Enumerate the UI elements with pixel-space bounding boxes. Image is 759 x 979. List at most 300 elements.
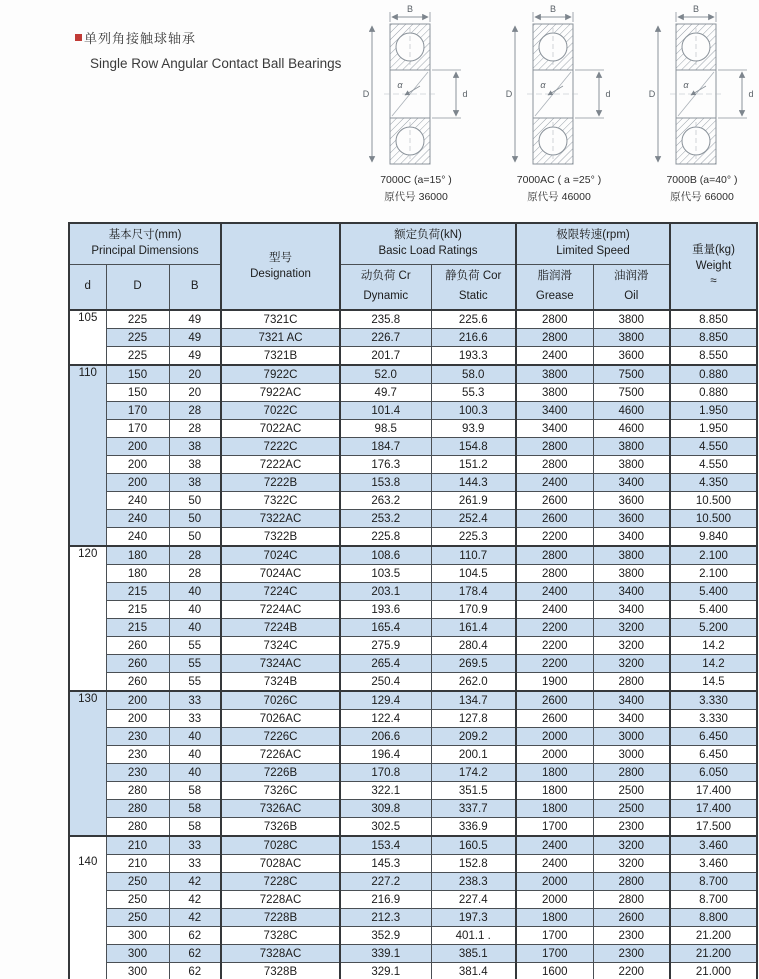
dimension-D-cell: 240 bbox=[106, 492, 169, 510]
dynamic-load-cell: 129.4 bbox=[340, 691, 431, 710]
bearing-diagrams bbox=[362, 4, 756, 204]
dimension-B-cell: 62 bbox=[169, 945, 221, 963]
table-row bbox=[69, 347, 757, 366]
grease-speed-cell: 2200 bbox=[516, 655, 593, 673]
grease-speed-cell: 3800 bbox=[516, 384, 593, 402]
designation-cell: 7328B bbox=[221, 963, 340, 979]
oil-speed-cell: 3800 bbox=[593, 329, 670, 347]
header-designation bbox=[221, 223, 340, 310]
dimension-B-cell: 62 bbox=[169, 963, 221, 979]
static-load-cell: 134.7 bbox=[431, 691, 516, 710]
dynamic-load-cell: 216.9 bbox=[340, 891, 431, 909]
dimension-B-cell: 33 bbox=[169, 855, 221, 873]
header-grease-en: Grease bbox=[535, 290, 574, 303]
diagram-caption: 7000B (a=40° ) bbox=[666, 174, 738, 186]
dimension-B-cell: 50 bbox=[169, 492, 221, 510]
angle-label-alpha: α bbox=[683, 80, 689, 90]
grease-speed-cell: 1800 bbox=[516, 764, 593, 782]
table-row bbox=[69, 710, 757, 728]
dimension-label-D: D bbox=[362, 89, 370, 99]
dimension-D-cell: 250 bbox=[106, 873, 169, 891]
header-dynamic-zh: 动负荷 Cr bbox=[360, 270, 411, 282]
designation-cell: 7028AC bbox=[221, 855, 340, 873]
static-load-cell: 238.3 bbox=[431, 873, 516, 891]
dimension-B-cell: 58 bbox=[169, 782, 221, 800]
grease-speed-cell: 2800 bbox=[516, 565, 593, 583]
title-block bbox=[75, 28, 341, 71]
weight-cell: 17.500 bbox=[670, 818, 757, 837]
bearing-diagram bbox=[362, 4, 470, 204]
designation-cell: 7024C bbox=[221, 546, 340, 565]
weight-cell: 0.880 bbox=[670, 384, 757, 402]
oil-speed-cell: 3200 bbox=[593, 836, 670, 855]
table-row bbox=[69, 565, 757, 583]
weight-cell: 0.880 bbox=[670, 365, 757, 384]
static-load-cell: 351.5 bbox=[431, 782, 516, 800]
dimension-B-cell: 50 bbox=[169, 510, 221, 528]
static-load-cell: 262.0 bbox=[431, 673, 516, 692]
oil-speed-cell: 2800 bbox=[593, 673, 670, 692]
static-load-cell: 127.8 bbox=[431, 710, 516, 728]
weight-cell: 6.450 bbox=[670, 746, 757, 764]
dynamic-load-cell: 49.7 bbox=[340, 384, 431, 402]
weight-cell: 4.350 bbox=[670, 474, 757, 492]
grease-speed-cell: 2400 bbox=[516, 855, 593, 873]
dynamic-load-cell: 339.1 bbox=[340, 945, 431, 963]
weight-cell: 14.2 bbox=[670, 655, 757, 673]
dimension-B-cell: 33 bbox=[169, 710, 221, 728]
dimension-B-cell: 38 bbox=[169, 438, 221, 456]
table-wrap bbox=[68, 222, 758, 979]
static-load-cell: 154.8 bbox=[431, 438, 516, 456]
static-load-cell: 144.3 bbox=[431, 474, 516, 492]
dimension-D-cell: 150 bbox=[106, 384, 169, 402]
dimension-B-cell: 42 bbox=[169, 909, 221, 927]
dynamic-load-cell: 193.6 bbox=[340, 601, 431, 619]
weight-cell: 14.2 bbox=[670, 637, 757, 655]
designation-cell: 7922C bbox=[221, 365, 340, 384]
diagram-caption: 7000C (a=15° ) bbox=[380, 174, 452, 186]
diagram-original-code: 原代号 46000 bbox=[527, 191, 591, 203]
dimension-D-cell: 250 bbox=[106, 909, 169, 927]
static-load-cell: 280.4 bbox=[431, 637, 516, 655]
dynamic-load-cell: 275.9 bbox=[340, 637, 431, 655]
grease-speed-cell: 1700 bbox=[516, 945, 593, 963]
weight-cell: 3.330 bbox=[670, 691, 757, 710]
dimension-D-cell: 300 bbox=[106, 927, 169, 945]
designation-cell: 7321 AC bbox=[221, 329, 340, 347]
dimension-B-cell: 55 bbox=[169, 655, 221, 673]
dimension-B-cell: 33 bbox=[169, 691, 221, 710]
oil-speed-cell: 3200 bbox=[593, 637, 670, 655]
weight-cell: 5.400 bbox=[670, 583, 757, 601]
table-row bbox=[69, 583, 757, 601]
dimension-B-cell: 38 bbox=[169, 456, 221, 474]
dimension-D-cell: 180 bbox=[106, 546, 169, 565]
static-load-cell: 197.3 bbox=[431, 909, 516, 927]
static-load-cell: 225.6 bbox=[431, 310, 516, 329]
dimension-D-cell: 260 bbox=[106, 673, 169, 692]
bearing-diagram bbox=[505, 4, 613, 204]
dynamic-load-cell: 153.8 bbox=[340, 474, 431, 492]
dimension-B-cell: 40 bbox=[169, 619, 221, 637]
static-load-cell: 161.4 bbox=[431, 619, 516, 637]
diagram-original-code: 原代号 66000 bbox=[670, 191, 734, 203]
dimension-D-cell: 200 bbox=[106, 456, 169, 474]
dimension-B-cell: 20 bbox=[169, 365, 221, 384]
designation-cell: 7226AC bbox=[221, 746, 340, 764]
bearing-cross-section-icon bbox=[648, 4, 756, 170]
dimension-B-cell: 28 bbox=[169, 546, 221, 565]
grease-speed-cell: 2600 bbox=[516, 510, 593, 528]
dynamic-load-cell: 153.4 bbox=[340, 836, 431, 855]
static-load-cell: 58.0 bbox=[431, 365, 516, 384]
table-row bbox=[69, 800, 757, 818]
table-row bbox=[69, 456, 757, 474]
grease-speed-cell: 2200 bbox=[516, 619, 593, 637]
weight-cell: 9.840 bbox=[670, 528, 757, 547]
oil-speed-cell: 3600 bbox=[593, 492, 670, 510]
grease-speed-cell: 1900 bbox=[516, 673, 593, 692]
dynamic-load-cell: 253.2 bbox=[340, 510, 431, 528]
designation-cell: 7222B bbox=[221, 474, 340, 492]
dimension-B-cell: 55 bbox=[169, 673, 221, 692]
dynamic-load-cell: 225.8 bbox=[340, 528, 431, 547]
diagram-original-code: 原代号 36000 bbox=[384, 191, 448, 203]
dynamic-load-cell: 352.9 bbox=[340, 927, 431, 945]
designation-cell: 7326C bbox=[221, 782, 340, 800]
dimension-D-cell: 230 bbox=[106, 746, 169, 764]
table-row bbox=[69, 492, 757, 510]
designation-cell: 7328C bbox=[221, 927, 340, 945]
weight-cell: 8.700 bbox=[670, 873, 757, 891]
weight-cell: 10.500 bbox=[670, 492, 757, 510]
weight-cell: 17.400 bbox=[670, 782, 757, 800]
dimension-D-cell: 200 bbox=[106, 710, 169, 728]
designation-cell: 7224B bbox=[221, 619, 340, 637]
dynamic-load-cell: 184.7 bbox=[340, 438, 431, 456]
static-load-cell: 261.9 bbox=[431, 492, 516, 510]
table-row bbox=[69, 528, 757, 547]
dimension-D-cell: 260 bbox=[106, 655, 169, 673]
oil-speed-cell: 3400 bbox=[593, 710, 670, 728]
table-row bbox=[69, 963, 757, 979]
table-row bbox=[69, 420, 757, 438]
table-row bbox=[69, 310, 757, 329]
dimension-D-cell: 215 bbox=[106, 601, 169, 619]
dimension-B-cell: 50 bbox=[169, 528, 221, 547]
designation-cell: 7222AC bbox=[221, 456, 340, 474]
dimension-D-cell: 225 bbox=[106, 347, 169, 366]
oil-speed-cell: 2800 bbox=[593, 764, 670, 782]
table-row bbox=[69, 673, 757, 692]
dimension-D-cell: 240 bbox=[106, 528, 169, 547]
grease-speed-cell: 1700 bbox=[516, 927, 593, 945]
dimension-label-B: B bbox=[692, 4, 700, 14]
static-load-cell: 110.7 bbox=[431, 546, 516, 565]
page-title-zh: 单列角接触球轴承 bbox=[84, 31, 197, 46]
weight-cell: 4.550 bbox=[670, 438, 757, 456]
grease-speed-cell: 1800 bbox=[516, 909, 593, 927]
header-limited-speed bbox=[516, 223, 670, 265]
header-designation-en: Designation bbox=[250, 267, 311, 280]
designation-cell: 7022AC bbox=[221, 420, 340, 438]
page-title-en: Single Row Angular Contact Ball Bearings bbox=[90, 56, 342, 71]
dimension-D-cell: 170 bbox=[106, 420, 169, 438]
table-row bbox=[69, 619, 757, 637]
oil-speed-cell: 2500 bbox=[593, 800, 670, 818]
table-row bbox=[69, 945, 757, 963]
grease-speed-cell: 1600 bbox=[516, 963, 593, 979]
dynamic-load-cell: 250.4 bbox=[340, 673, 431, 692]
oil-speed-cell: 4600 bbox=[593, 402, 670, 420]
oil-speed-cell: 3800 bbox=[593, 456, 670, 474]
grease-speed-cell: 2800 bbox=[516, 456, 593, 474]
dimension-B-cell: 49 bbox=[169, 310, 221, 329]
oil-speed-cell: 2300 bbox=[593, 818, 670, 837]
oil-speed-cell: 3800 bbox=[593, 310, 670, 329]
dimension-B-cell: 38 bbox=[169, 474, 221, 492]
grease-speed-cell: 1700 bbox=[516, 818, 593, 837]
dimension-D-cell: 200 bbox=[106, 438, 169, 456]
designation-cell: 7321C bbox=[221, 310, 340, 329]
static-load-cell: 170.9 bbox=[431, 601, 516, 619]
static-load-cell: 193.3 bbox=[431, 347, 516, 366]
dimension-d-cell: 105 bbox=[69, 310, 106, 365]
table-row bbox=[69, 855, 757, 873]
dimension-B-cell: 33 bbox=[169, 836, 221, 855]
table-row bbox=[69, 510, 757, 528]
oil-speed-cell: 3400 bbox=[593, 583, 670, 601]
table-row bbox=[69, 329, 757, 347]
dimension-B-cell: 40 bbox=[169, 601, 221, 619]
dimension-B-cell: 58 bbox=[169, 800, 221, 818]
grease-speed-cell: 2600 bbox=[516, 691, 593, 710]
dimension-label-D: D bbox=[505, 89, 513, 99]
dimension-D-cell: 300 bbox=[106, 963, 169, 979]
red-square-bullet-icon bbox=[75, 34, 82, 41]
dimension-B-cell: 40 bbox=[169, 583, 221, 601]
dynamic-load-cell: 103.5 bbox=[340, 565, 431, 583]
designation-cell: 7224AC bbox=[221, 601, 340, 619]
dimension-B-cell: 55 bbox=[169, 637, 221, 655]
table-row bbox=[69, 384, 757, 402]
weight-cell: 21.200 bbox=[670, 945, 757, 963]
dynamic-load-cell: 226.7 bbox=[340, 329, 431, 347]
header-load-zh: 额定负荷(kN) bbox=[394, 229, 462, 242]
weight-cell: 1.950 bbox=[670, 420, 757, 438]
dimension-B-cell: 62 bbox=[169, 927, 221, 945]
grease-speed-cell: 3400 bbox=[516, 420, 593, 438]
dimension-label-B: B bbox=[549, 4, 557, 14]
grease-speed-cell: 2200 bbox=[516, 637, 593, 655]
static-load-cell: 216.6 bbox=[431, 329, 516, 347]
weight-cell: 3.330 bbox=[670, 710, 757, 728]
weight-cell: 6.450 bbox=[670, 728, 757, 746]
table-row bbox=[69, 691, 757, 710]
dynamic-load-cell: 302.5 bbox=[340, 818, 431, 837]
dynamic-load-cell: 235.8 bbox=[340, 310, 431, 329]
dynamic-load-cell: 203.1 bbox=[340, 583, 431, 601]
static-load-cell: 401.1 . bbox=[431, 927, 516, 945]
dynamic-load-cell: 52.0 bbox=[340, 365, 431, 384]
dimension-d-cell: 120 bbox=[69, 546, 106, 691]
static-load-cell: 336.9 bbox=[431, 818, 516, 837]
dynamic-load-cell: 322.1 bbox=[340, 782, 431, 800]
designation-cell: 7324B bbox=[221, 673, 340, 692]
dimension-B-cell: 40 bbox=[169, 728, 221, 746]
oil-speed-cell: 3000 bbox=[593, 728, 670, 746]
header-grease-zh: 脂润滑 bbox=[537, 270, 572, 282]
dimension-label-d: d bbox=[462, 89, 468, 99]
designation-cell: 7324C bbox=[221, 637, 340, 655]
designation-cell: 7922AC bbox=[221, 384, 340, 402]
header-col-B: B bbox=[169, 265, 221, 311]
dimension-B-cell: 28 bbox=[169, 402, 221, 420]
static-load-cell: 227.4 bbox=[431, 891, 516, 909]
oil-speed-cell: 7500 bbox=[593, 365, 670, 384]
table-row bbox=[69, 836, 757, 855]
header-static-zh: 静负荷 Cor bbox=[445, 270, 502, 282]
dimension-B-cell: 28 bbox=[169, 565, 221, 583]
weight-cell: 6.050 bbox=[670, 764, 757, 782]
dimension-label-d: d bbox=[748, 89, 754, 99]
table-row bbox=[69, 927, 757, 945]
dimension-B-cell: 58 bbox=[169, 818, 221, 837]
oil-speed-cell: 3600 bbox=[593, 347, 670, 366]
header-col-oil bbox=[593, 265, 670, 311]
designation-cell: 7228AC bbox=[221, 891, 340, 909]
static-load-cell: 93.9 bbox=[431, 420, 516, 438]
table-row bbox=[69, 637, 757, 655]
header-principal-en: Principal Dimensions bbox=[91, 245, 199, 257]
dimension-D-cell: 225 bbox=[106, 310, 169, 329]
dimension-B-cell: 42 bbox=[169, 873, 221, 891]
weight-cell: 8.800 bbox=[670, 909, 757, 927]
static-load-cell: 337.7 bbox=[431, 800, 516, 818]
oil-speed-cell: 7500 bbox=[593, 384, 670, 402]
designation-cell: 7024AC bbox=[221, 565, 340, 583]
dynamic-load-cell: 201.7 bbox=[340, 347, 431, 366]
dimension-D-cell: 150 bbox=[106, 365, 169, 384]
header-col-static bbox=[431, 265, 516, 311]
designation-cell: 7324AC bbox=[221, 655, 340, 673]
dynamic-load-cell: 309.8 bbox=[340, 800, 431, 818]
grease-speed-cell: 2400 bbox=[516, 474, 593, 492]
dynamic-load-cell: 145.3 bbox=[340, 855, 431, 873]
oil-speed-cell: 3200 bbox=[593, 855, 670, 873]
designation-cell: 7226B bbox=[221, 764, 340, 782]
static-load-cell: 381.4 bbox=[431, 963, 516, 979]
static-load-cell: 178.4 bbox=[431, 583, 516, 601]
grease-speed-cell: 3400 bbox=[516, 402, 593, 420]
dimension-D-cell: 210 bbox=[106, 855, 169, 873]
dynamic-load-cell: 265.4 bbox=[340, 655, 431, 673]
dimension-label-D: D bbox=[648, 89, 656, 99]
table-row bbox=[69, 474, 757, 492]
designation-cell: 7028C bbox=[221, 836, 340, 855]
oil-speed-cell: 3800 bbox=[593, 565, 670, 583]
header-col-dynamic bbox=[340, 265, 431, 311]
oil-speed-cell: 3400 bbox=[593, 601, 670, 619]
dimension-D-cell: 215 bbox=[106, 619, 169, 637]
grease-speed-cell: 2600 bbox=[516, 710, 593, 728]
dimension-D-cell: 215 bbox=[106, 583, 169, 601]
dimension-B-cell: 49 bbox=[169, 347, 221, 366]
oil-speed-cell: 2300 bbox=[593, 945, 670, 963]
static-load-cell: 225.3 bbox=[431, 528, 516, 547]
dimension-d-cell: 140 bbox=[69, 836, 106, 979]
table-row bbox=[69, 402, 757, 420]
bearing-diagram bbox=[648, 4, 756, 204]
table-row bbox=[69, 438, 757, 456]
grease-speed-cell: 2400 bbox=[516, 601, 593, 619]
dimension-B-cell: 49 bbox=[169, 329, 221, 347]
dimension-d-cell: 110 bbox=[69, 365, 106, 546]
oil-speed-cell: 2300 bbox=[593, 927, 670, 945]
bearing-cross-section-icon bbox=[505, 4, 613, 170]
table-row bbox=[69, 601, 757, 619]
designation-cell: 7322AC bbox=[221, 510, 340, 528]
oil-speed-cell: 3400 bbox=[593, 474, 670, 492]
designation-cell: 7322B bbox=[221, 528, 340, 547]
designation-cell: 7026C bbox=[221, 691, 340, 710]
designation-cell: 7322C bbox=[221, 492, 340, 510]
designation-cell: 7228B bbox=[221, 909, 340, 927]
static-load-cell: 160.5 bbox=[431, 836, 516, 855]
table-row bbox=[69, 873, 757, 891]
header-weight-approx: ≈ bbox=[710, 275, 717, 288]
dimension-B-cell: 20 bbox=[169, 384, 221, 402]
header-principal-dimensions bbox=[69, 223, 221, 265]
table-row bbox=[69, 746, 757, 764]
header-col-grease bbox=[516, 265, 593, 311]
weight-cell: 4.550 bbox=[670, 456, 757, 474]
header-oil-zh: 油润滑 bbox=[614, 270, 649, 282]
dimension-D-cell: 300 bbox=[106, 945, 169, 963]
weight-cell: 3.460 bbox=[670, 855, 757, 873]
weight-cell: 2.100 bbox=[670, 546, 757, 565]
dimension-D-cell: 170 bbox=[106, 402, 169, 420]
bearing-table-body bbox=[69, 310, 757, 979]
table-row bbox=[69, 909, 757, 927]
grease-speed-cell: 1800 bbox=[516, 782, 593, 800]
static-load-cell: 104.5 bbox=[431, 565, 516, 583]
static-load-cell: 385.1 bbox=[431, 945, 516, 963]
oil-speed-cell: 2800 bbox=[593, 891, 670, 909]
dimension-D-cell: 200 bbox=[106, 474, 169, 492]
grease-speed-cell: 2200 bbox=[516, 528, 593, 547]
table-row bbox=[69, 728, 757, 746]
weight-cell: 21.200 bbox=[670, 927, 757, 945]
dynamic-load-cell: 196.4 bbox=[340, 746, 431, 764]
designation-cell: 7328AC bbox=[221, 945, 340, 963]
dynamic-load-cell: 122.4 bbox=[340, 710, 431, 728]
dimension-D-cell: 210 bbox=[106, 836, 169, 855]
header-col-D: D bbox=[106, 265, 169, 311]
bearing-cross-section-icon bbox=[362, 4, 470, 170]
grease-speed-cell: 1800 bbox=[516, 800, 593, 818]
bearing-table bbox=[68, 222, 758, 979]
dimension-B-cell: 40 bbox=[169, 746, 221, 764]
grease-speed-cell: 2800 bbox=[516, 438, 593, 456]
static-load-cell: 209.2 bbox=[431, 728, 516, 746]
header-weight-zh: 重量(kg) bbox=[692, 244, 735, 257]
grease-speed-cell: 2400 bbox=[516, 836, 593, 855]
static-load-cell: 174.2 bbox=[431, 764, 516, 782]
dimension-label-d: d bbox=[605, 89, 611, 99]
weight-cell: 8.850 bbox=[670, 310, 757, 329]
